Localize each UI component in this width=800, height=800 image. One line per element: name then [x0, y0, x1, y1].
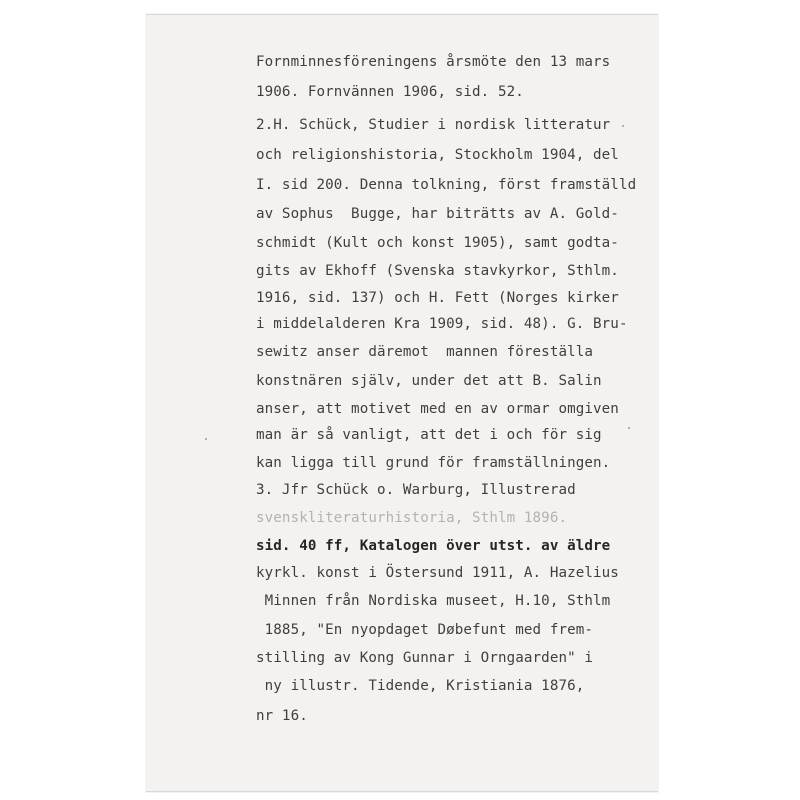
text-line: anser, att motivet med en av ormar omgiven — [256, 401, 619, 417]
text-line-faint: svenskliteraturhistoria, Sthlm 1896. — [256, 510, 568, 526]
text-line: sewitz anser däremot mannen föreställa — [256, 344, 594, 360]
text-line-dark: sid. 40 ff, Katalogen över utst. av äldre — [256, 538, 611, 554]
text-line: Fornminnesföreningens årsmöte den 13 mars — [256, 54, 611, 70]
text-line: schmidt (Kult och konst 1905), samt godta- — [256, 235, 619, 251]
text-line: ny illustr. Tidende, Kristiania 1876, — [256, 678, 585, 694]
text-line: i middelalderen Kra 1909, sid. 48). G. Bru- — [256, 316, 628, 332]
text-line: kan ligga till grund för framställningen. — [256, 455, 611, 471]
text-line: Minnen från Nordiska museet, H.10, Sthlm — [256, 593, 611, 609]
text-line: I. sid 200. Denna tolkning, först framställd — [256, 177, 637, 193]
text-line: konstnären själv, under det att B. Salin — [256, 373, 602, 389]
text-line: 3. Jfr Schück o. Warburg, Illustrerad — [256, 482, 576, 498]
text-line: 1916, sid. 137) och H. Fett (Norges kirker — [256, 290, 619, 306]
text-line: kyrkl. konst i Östersund 1911, A. Hazelius — [256, 565, 619, 581]
text-line: 2.H. Schück, Studier i nordisk litteratur — [256, 117, 611, 133]
text-line: nr 16. — [256, 708, 308, 724]
paper-speck — [628, 427, 630, 429]
paper-speck — [205, 438, 207, 440]
text-line: 1906. Fornvännen 1906, sid. 52. — [256, 84, 524, 100]
text-line: gits av Ekhoff (Svenska stavkyrkor, Sthlm. — [256, 263, 619, 279]
paper-speck — [622, 125, 624, 127]
text-line: av Sophus Bugge, har biträtts av A. Gold- — [256, 206, 619, 222]
text-line: man är så vanligt, att det i och för sig — [256, 427, 602, 443]
text-line: och religionshistoria, Stockholm 1904, del — [256, 147, 619, 163]
text-line: 1885, "En nyopdaget Døbefunt med frem- — [256, 622, 594, 638]
text-line: stilling av Kong Gunnar i Orngaarden" i — [256, 650, 594, 666]
